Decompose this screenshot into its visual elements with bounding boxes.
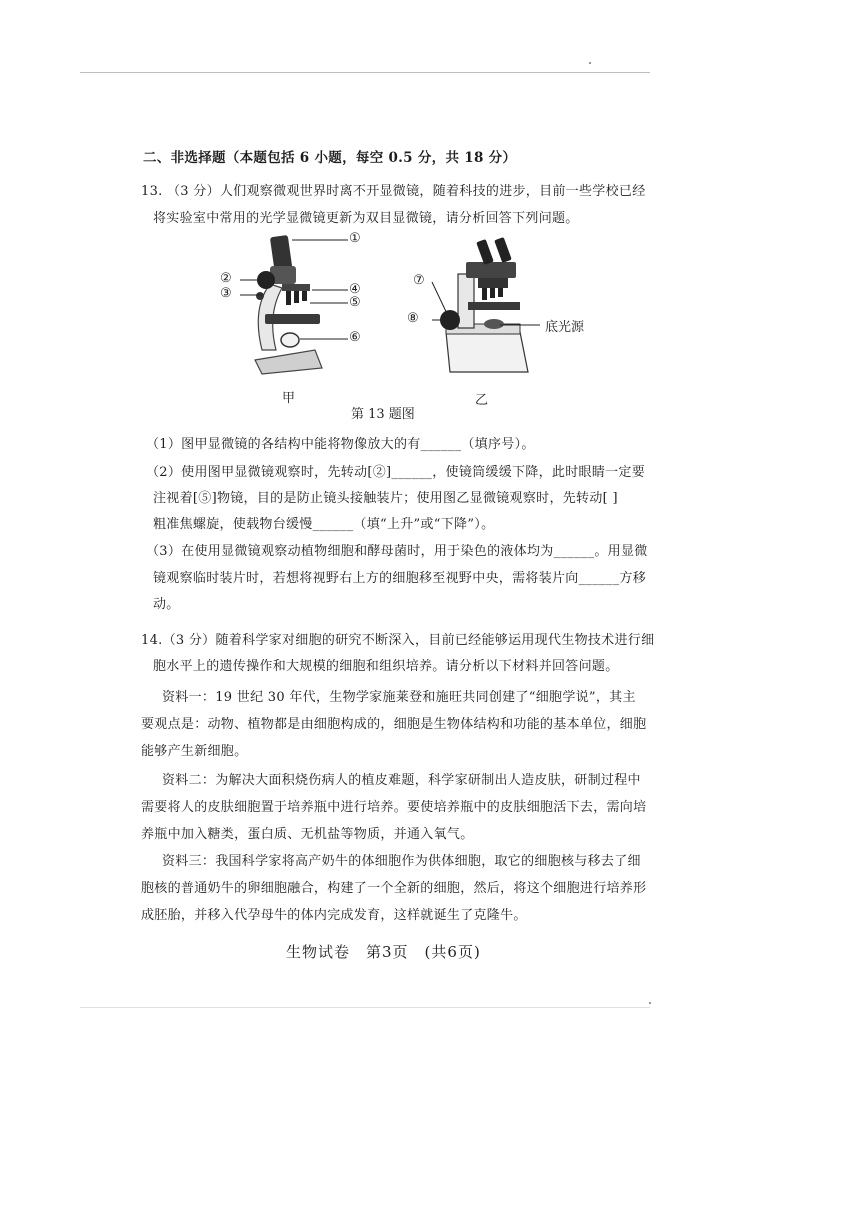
q13-stem-line2: 将实验室中常用的光学显微镜更新为双目显微镜，请分析回答下列问题。 xyxy=(153,211,579,226)
top-rule xyxy=(80,72,650,73)
label-4: ④ xyxy=(349,282,361,297)
q13-sub2-line2: 注视着[⑤]物镜，目的是防止镜头接触装片；使用图乙显微镜观察时，先转动[ ] xyxy=(153,491,618,506)
q13-sub2-line3: 粗准焦螺旋，使载物台缓慢______（填“上升”或“下降”）。 xyxy=(153,517,495,532)
label-3: ③ xyxy=(220,286,232,301)
label-5: ⑤ xyxy=(349,295,361,310)
label-6: ⑥ xyxy=(349,330,361,345)
label-1: ① xyxy=(349,231,361,246)
light-source-label: 底光源 xyxy=(545,320,585,335)
label-2: ② xyxy=(220,271,232,286)
caption-yi: 乙 xyxy=(475,393,489,408)
q14-stem-line1: 14.（3 分）随着科学家对细胞的研究不断深入，目前已经能够运用现代生物技术进行细 xyxy=(141,633,655,648)
label-8: ⑧ xyxy=(407,311,419,326)
q13-stem-line1: 13. （3 分）人们观察微观世界时离不开显微镜，随着科技的进步，目前一些学校已经 xyxy=(141,184,646,199)
material2-line3: 养瓶中加入糖类，蛋白质、无机盐等物质，并通入氧气。 xyxy=(141,827,474,842)
q14-stem-line2: 胞水平上的遗传操作和大规模的细胞和组织培养。请分析以下材料并回答问题。 xyxy=(153,659,619,674)
q13-sub3-line1: （3）在使用显微镜观察动植物细胞和酵母菌时，用于染色的液体均为______。用显微 xyxy=(146,544,648,559)
material2-line2: 需要将人的皮肤细胞置于培养瓶中进行培养。要使培养瓶中的皮肤细胞活下去，需向培 xyxy=(141,800,647,815)
q13-sub3-line2: 镜观察临时装片时，若想将视野右上方的细胞移至视野中央，需将装片向______方移 xyxy=(153,571,647,586)
material1-line2: 要观点是：动物、植物都是由细胞构成的，细胞是生物体结构和功能的基本单位，细胞 xyxy=(141,717,647,732)
page-footer: 生物试卷 第3页 (共6页) xyxy=(286,943,481,961)
q13-sub1: （1）图甲显微镜的各结构中能将物像放大的有______（填序号）。 xyxy=(146,437,535,452)
material3-line2: 胞核的普通奶牛的卵细胞融合，构建了一个全新的细胞，然后，将这个细胞进行培养形 xyxy=(141,881,647,896)
material3-line1: 资料三：我国科学家将高产奶牛的体细胞作为供体细胞，取它的细胞核与移去了细 xyxy=(162,854,641,869)
scan-dot xyxy=(589,62,591,64)
scan-dot-bottom xyxy=(649,1002,651,1004)
figure-caption: 第 13 题图 xyxy=(351,407,415,422)
q13-sub2-line1: （2）使用图甲显微镜观察时，先转动[②]______，使镜筒缓缓下降，此时眼睛一定要 xyxy=(146,465,646,480)
bottom-rule xyxy=(80,1007,650,1008)
material1-line3: 能够产生新细胞。 xyxy=(141,744,248,759)
material3-line3: 成胚胎，并移入代孕母牛的体内完成发育，这样就诞生了克隆牛。 xyxy=(141,908,527,923)
label-7: ⑦ xyxy=(413,273,425,288)
material2-line1: 资料二：为解决大面积烧伤病人的植皮难题，科学家研制出人造皮肤，研制过程中 xyxy=(162,773,641,788)
caption-jia: 甲 xyxy=(282,391,296,406)
section-title: 二、非选择题（本题包括 6 小题，每空 0.5 分，共 18 分） xyxy=(143,150,517,166)
microscope-yi-leaders xyxy=(418,270,548,340)
material1-line1: 资料一：19 世纪 30 年代，生物学家施莱登和施旺共同创建了“细胞学说”，其主 xyxy=(162,690,636,705)
q13-sub3-line3: 动。 xyxy=(153,597,180,612)
